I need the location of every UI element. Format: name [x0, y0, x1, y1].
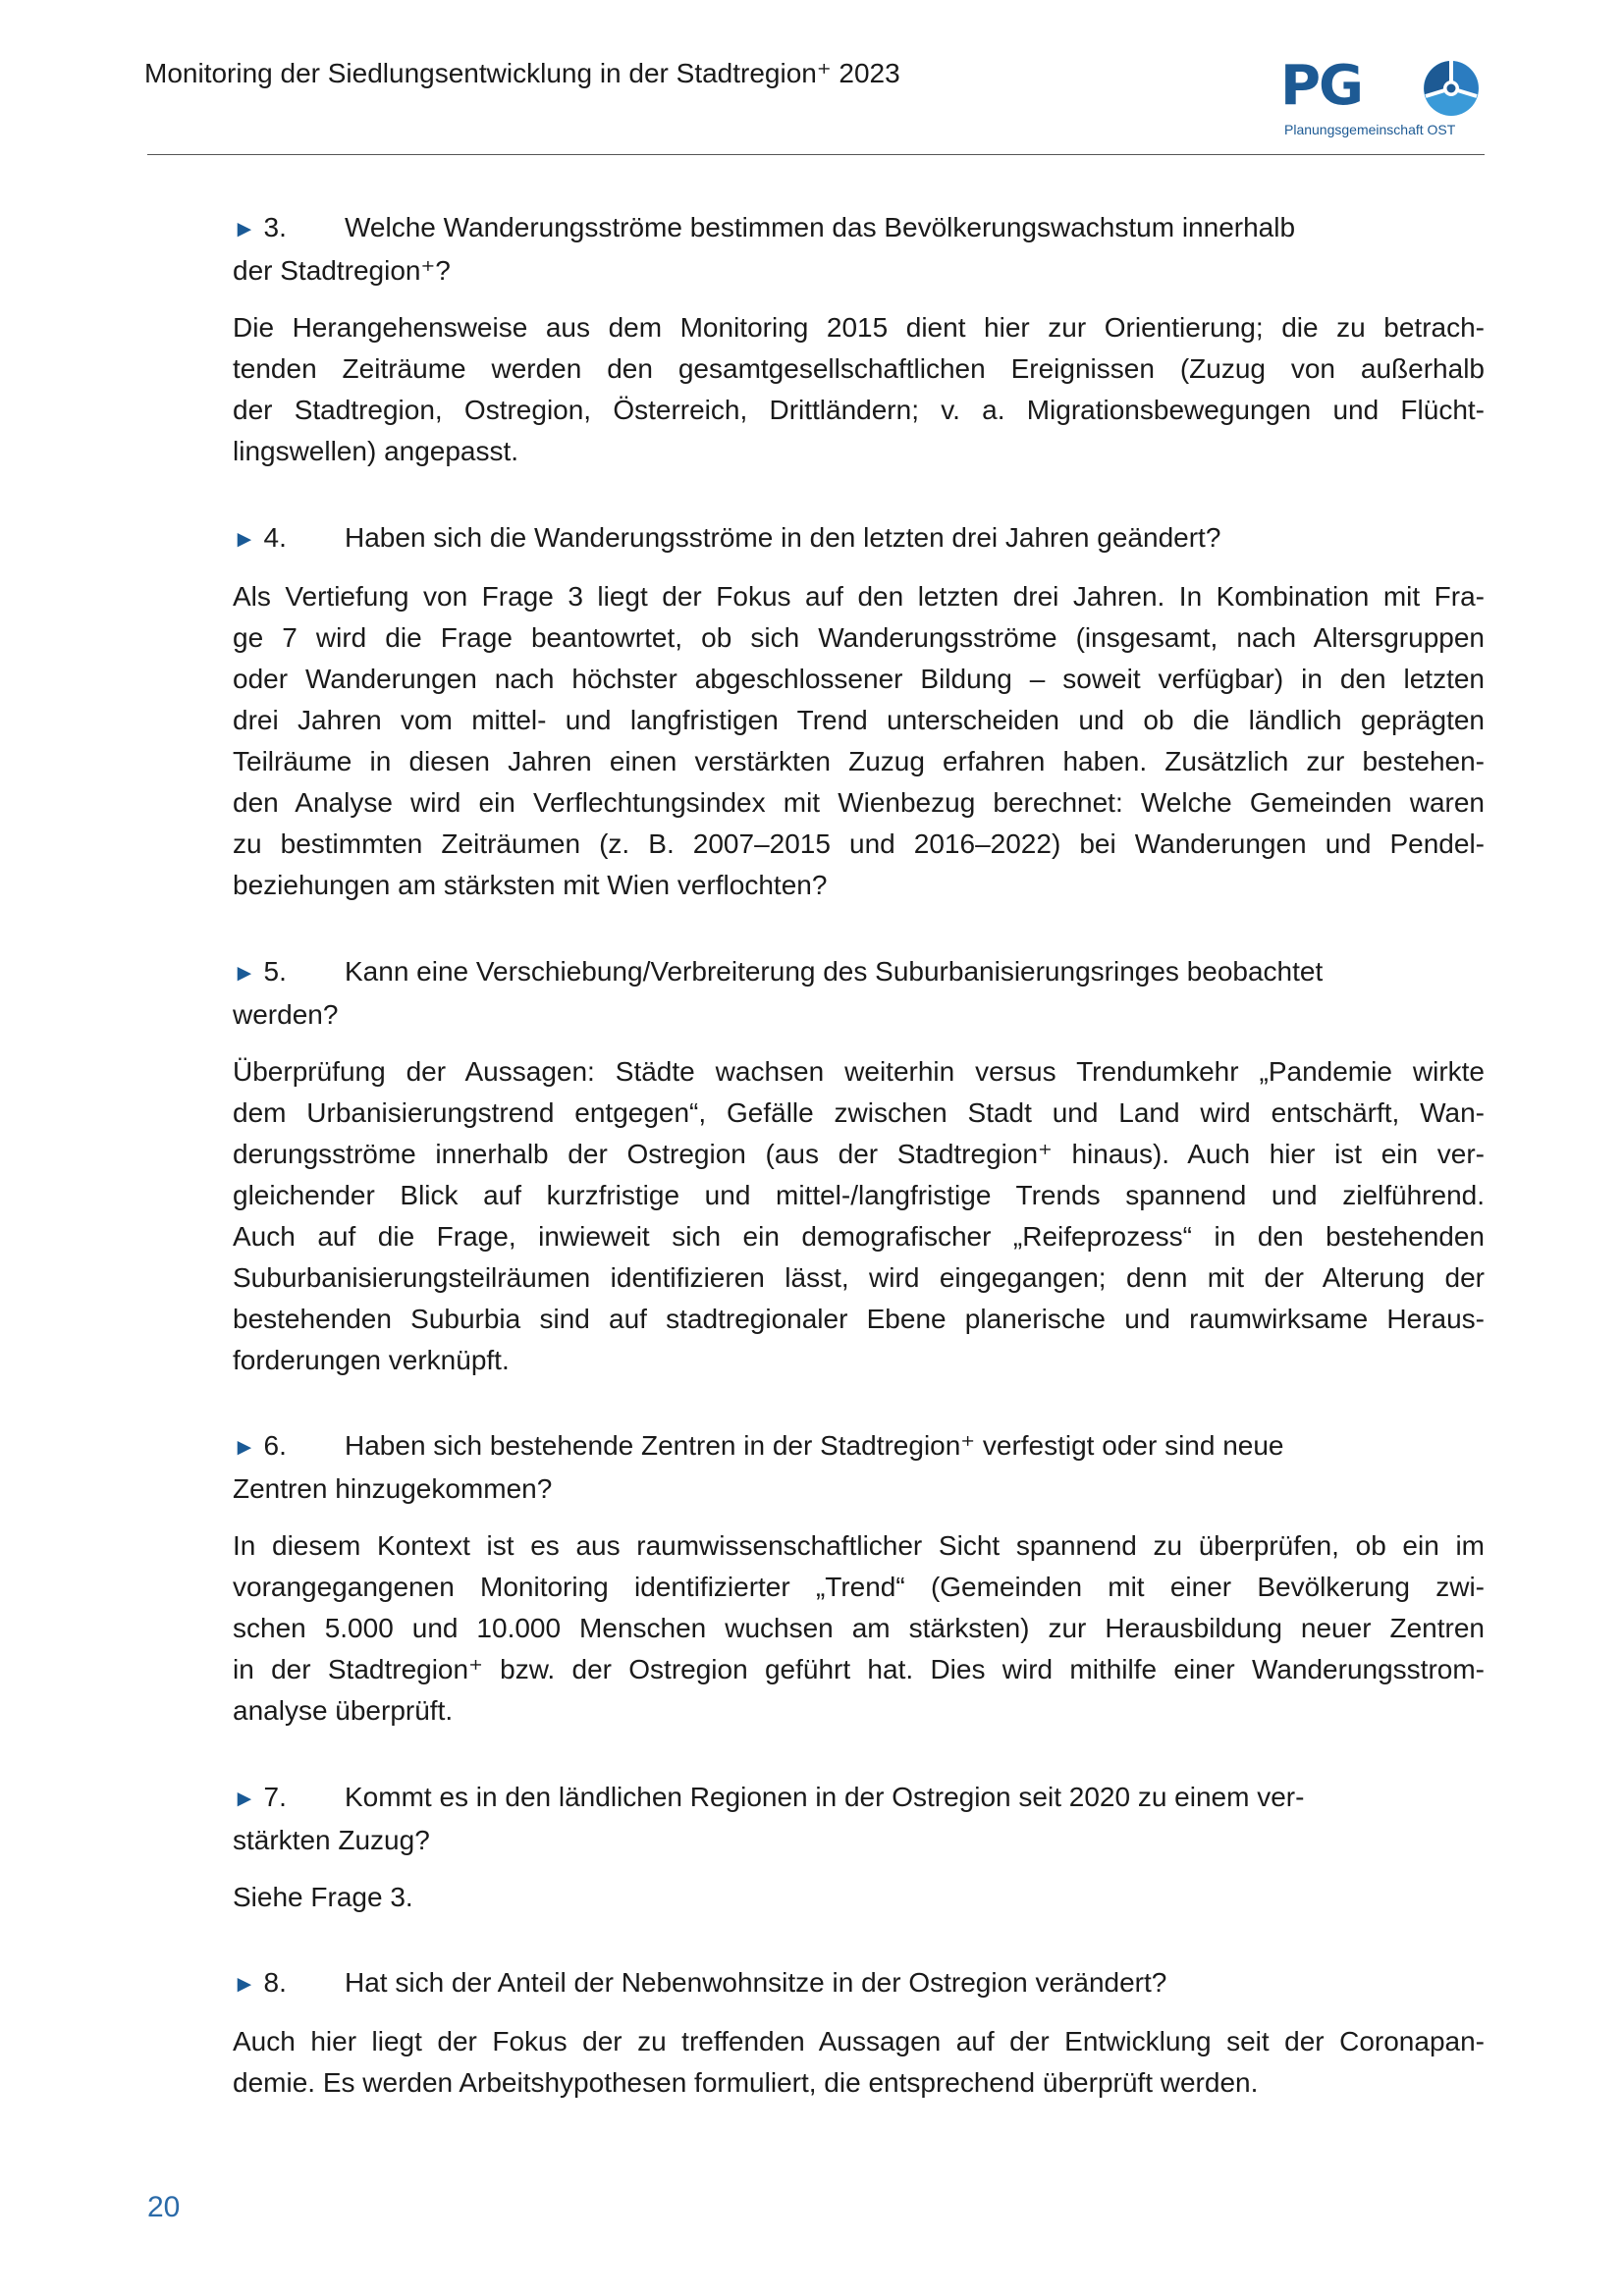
paragraph-line: Überprüfung der Aussagen: Städte wachsen weiterhin versus Trendumkehr „Pandemie wirkte	[233, 1056, 1485, 1087]
paragraph-line: schen 5.000 und 10.000 Menschen wuchsen am stärksten) zur Herausbildung neuer Zentren	[233, 1613, 1485, 1643]
number-label: 3.	[263, 212, 287, 242]
question-heading	[233, 1777, 1485, 1861]
paragraph	[233, 576, 1485, 906]
question-line: Zentren hinzugekommen?	[233, 1473, 553, 1504]
question-section	[233, 517, 1485, 906]
question-heading	[233, 951, 1485, 1036]
paragraph-line: Als Vertiefung von Frage 3 liegt der Fokus auf den letzten drei Jahren. In Kombination mit Fra-	[233, 581, 1485, 612]
triangle-bullet-icon: ►	[233, 960, 256, 987]
paragraph-line: Auch hier liegt der Fokus der zu treffenden Aussagen auf der Entwicklung seit der Coronapan-	[233, 2026, 1485, 2056]
pgo-logo	[1276, 59, 1488, 142]
logo-letters: PG	[1280, 59, 1363, 114]
paragraph-line: Siehe Frage 3.	[233, 1882, 413, 1912]
paragraph-line: oder Wanderungen nach höchster abgeschlossener Bildung – soweit verfügbar) in den letzten	[233, 664, 1485, 694]
paragraph-line: beziehungen am stärksten mit Wien verflochten?	[233, 870, 828, 900]
question-line: Haben sich bestehende Zentren in der Stadtregion⁺ verfestigt oder sind neue	[345, 1430, 1284, 1461]
question-number	[233, 951, 345, 994]
paragraph-line: lingswellen) angepasst.	[233, 436, 519, 466]
triangle-bullet-icon: ►	[233, 1971, 256, 1998]
paragraph	[233, 1877, 1485, 1918]
question-section	[233, 207, 1485, 472]
paragraph-line: vorangegangenen Monitoring identifizierter „Trend“ (Gemeinden mit einer Bevölkerung zwi-	[233, 1572, 1485, 1602]
question-section	[233, 951, 1485, 1381]
paragraph-line: ge 7 wird die Frage beantowrtet, ob sich Wanderungsströme (insgesamt, nach Altersgruppen	[233, 622, 1485, 653]
question-section	[233, 1962, 1485, 2104]
question-number	[233, 207, 345, 250]
question-number	[233, 1777, 345, 1820]
paragraph-line: gleichender Blick auf kurzfristige und mittel-/langfristige Trends spannend und zielführend.	[233, 1180, 1485, 1210]
paragraph	[233, 1051, 1485, 1381]
triangle-bullet-icon: ►	[233, 1786, 256, 1812]
question-line: Haben sich die Wanderungsströme in den letzten drei Jahren geändert?	[345, 522, 1221, 553]
paragraph-line: analyse überprüft.	[233, 1695, 454, 1726]
question-line: Welche Wanderungsströme bestimmen das Bevölkerungswachstum innerhalb	[345, 212, 1296, 242]
running-header: Monitoring der Siedlungsentwicklung in der Stadtregion⁺ 2023	[144, 58, 900, 88]
paragraph-line: forderungen verknüpft.	[233, 1345, 510, 1375]
question-heading	[233, 1962, 1485, 2005]
question-section	[233, 1425, 1485, 1732]
question-line: Kann eine Verschiebung/Verbreiterung des Suburbanisierungsringes beobachtet	[345, 956, 1324, 987]
paragraph-line: dem Urbanisierungstrend entgegen“, Gefälle zwischen Stadt und Land wird entschärft, Wan-	[233, 1097, 1485, 1128]
paragraph-line: In diesem Kontext ist es aus raumwissenschaftlicher Sicht spannend zu überprüfen, ob ein im	[233, 1530, 1485, 1561]
logo-subtitle: Planungsgemeinschaft OST	[1284, 122, 1456, 137]
question-number	[233, 517, 345, 561]
page-number: 20	[147, 2191, 181, 2223]
paragraph-line: bestehenden Suburbia sind auf stadtregionaler Ebene planerische und raumwirksame Heraus-	[233, 1304, 1485, 1334]
number-label: 6.	[263, 1430, 287, 1461]
triangle-bullet-icon: ►	[233, 216, 256, 242]
paragraph-line: in der Stadtregion⁺ bzw. der Ostregion geführt hat. Dies wird mithilfe einer Wanderungsstrom-	[233, 1654, 1485, 1684]
header-rule	[147, 154, 1485, 155]
paragraph-line: demie. Es werden Arbeitshypothesen formuliert, die entsprechend überprüft werden.	[233, 2067, 1259, 2098]
paragraph-line: Auch auf die Frage, inwieweit sich ein demografischer „Reifeprozess“ in den bestehenden	[233, 1221, 1485, 1252]
question-heading	[233, 1425, 1485, 1510]
question-section	[233, 1777, 1485, 1918]
question-line: stärkten Zuzug?	[233, 1825, 430, 1855]
paragraph-line: zu bestimmten Zeiträumen (z. B. 2007–2015 und 2016–2022) bei Wanderungen und Pendel-	[233, 828, 1485, 859]
question-line: werden?	[233, 999, 339, 1030]
paragraph	[233, 2021, 1485, 2104]
paragraph-line: drei Jahren vom mittel- und langfristigen Trend unterscheiden und ob die ländlich geprägten	[233, 705, 1485, 735]
paragraph	[233, 1525, 1485, 1732]
question-line: der Stadtregion⁺?	[233, 255, 451, 286]
question-line: Hat sich der Anteil der Nebenwohnsitze in der Ostregion verändert?	[345, 1967, 1167, 1998]
triangle-bullet-icon: ►	[233, 526, 256, 553]
question-line: Kommt es in den ländlichen Regionen in der Ostregion seit 2020 zu einem ver-	[345, 1782, 1305, 1812]
paragraph-line: derungsströme innerhalb der Ostregion (aus der Stadtregion⁺ hinaus). Auch hier ist ein ver-	[233, 1139, 1485, 1169]
paragraph	[233, 307, 1485, 472]
question-heading	[233, 517, 1485, 561]
paragraph-line: der Stadtregion, Ostregion, Österreich, Drittländern; v. a. Migrationsbewegungen und Flücht-	[233, 395, 1485, 425]
number-label: 8.	[263, 1967, 287, 1998]
paragraph-line: den Analyse wird ein Verflechtungsindex mit Wienbezug berechnet: Welche Gemeinden waren	[233, 787, 1485, 818]
question-heading	[233, 207, 1485, 292]
number-label: 7.	[263, 1782, 287, 1812]
paragraph-line: Suburbanisierungsteilräumen identifizieren lässt, wird eingegangen; denn mit der Alterung der	[233, 1262, 1485, 1293]
question-number	[233, 1425, 345, 1468]
number-label: 4.	[263, 522, 287, 553]
number-label: 5.	[263, 956, 287, 987]
triangle-bullet-icon: ►	[233, 1434, 256, 1461]
question-number	[233, 1962, 345, 2005]
paragraph-line: Die Herangehensweise aus dem Monitoring 2015 dient hier zur Orientierung; die zu betrach-	[233, 312, 1485, 343]
logo-wheel-icon	[1417, 59, 1486, 118]
paragraph-line: Teilräume in diesen Jahren einen verstärkten Zuzug erfahren haben. Zusätzlich zur bestehen-	[233, 746, 1485, 776]
paragraph-line: tenden Zeiträume werden den gesamtgesellschaftlichen Ereignissen (Zuzug von außerhalb	[233, 353, 1485, 384]
